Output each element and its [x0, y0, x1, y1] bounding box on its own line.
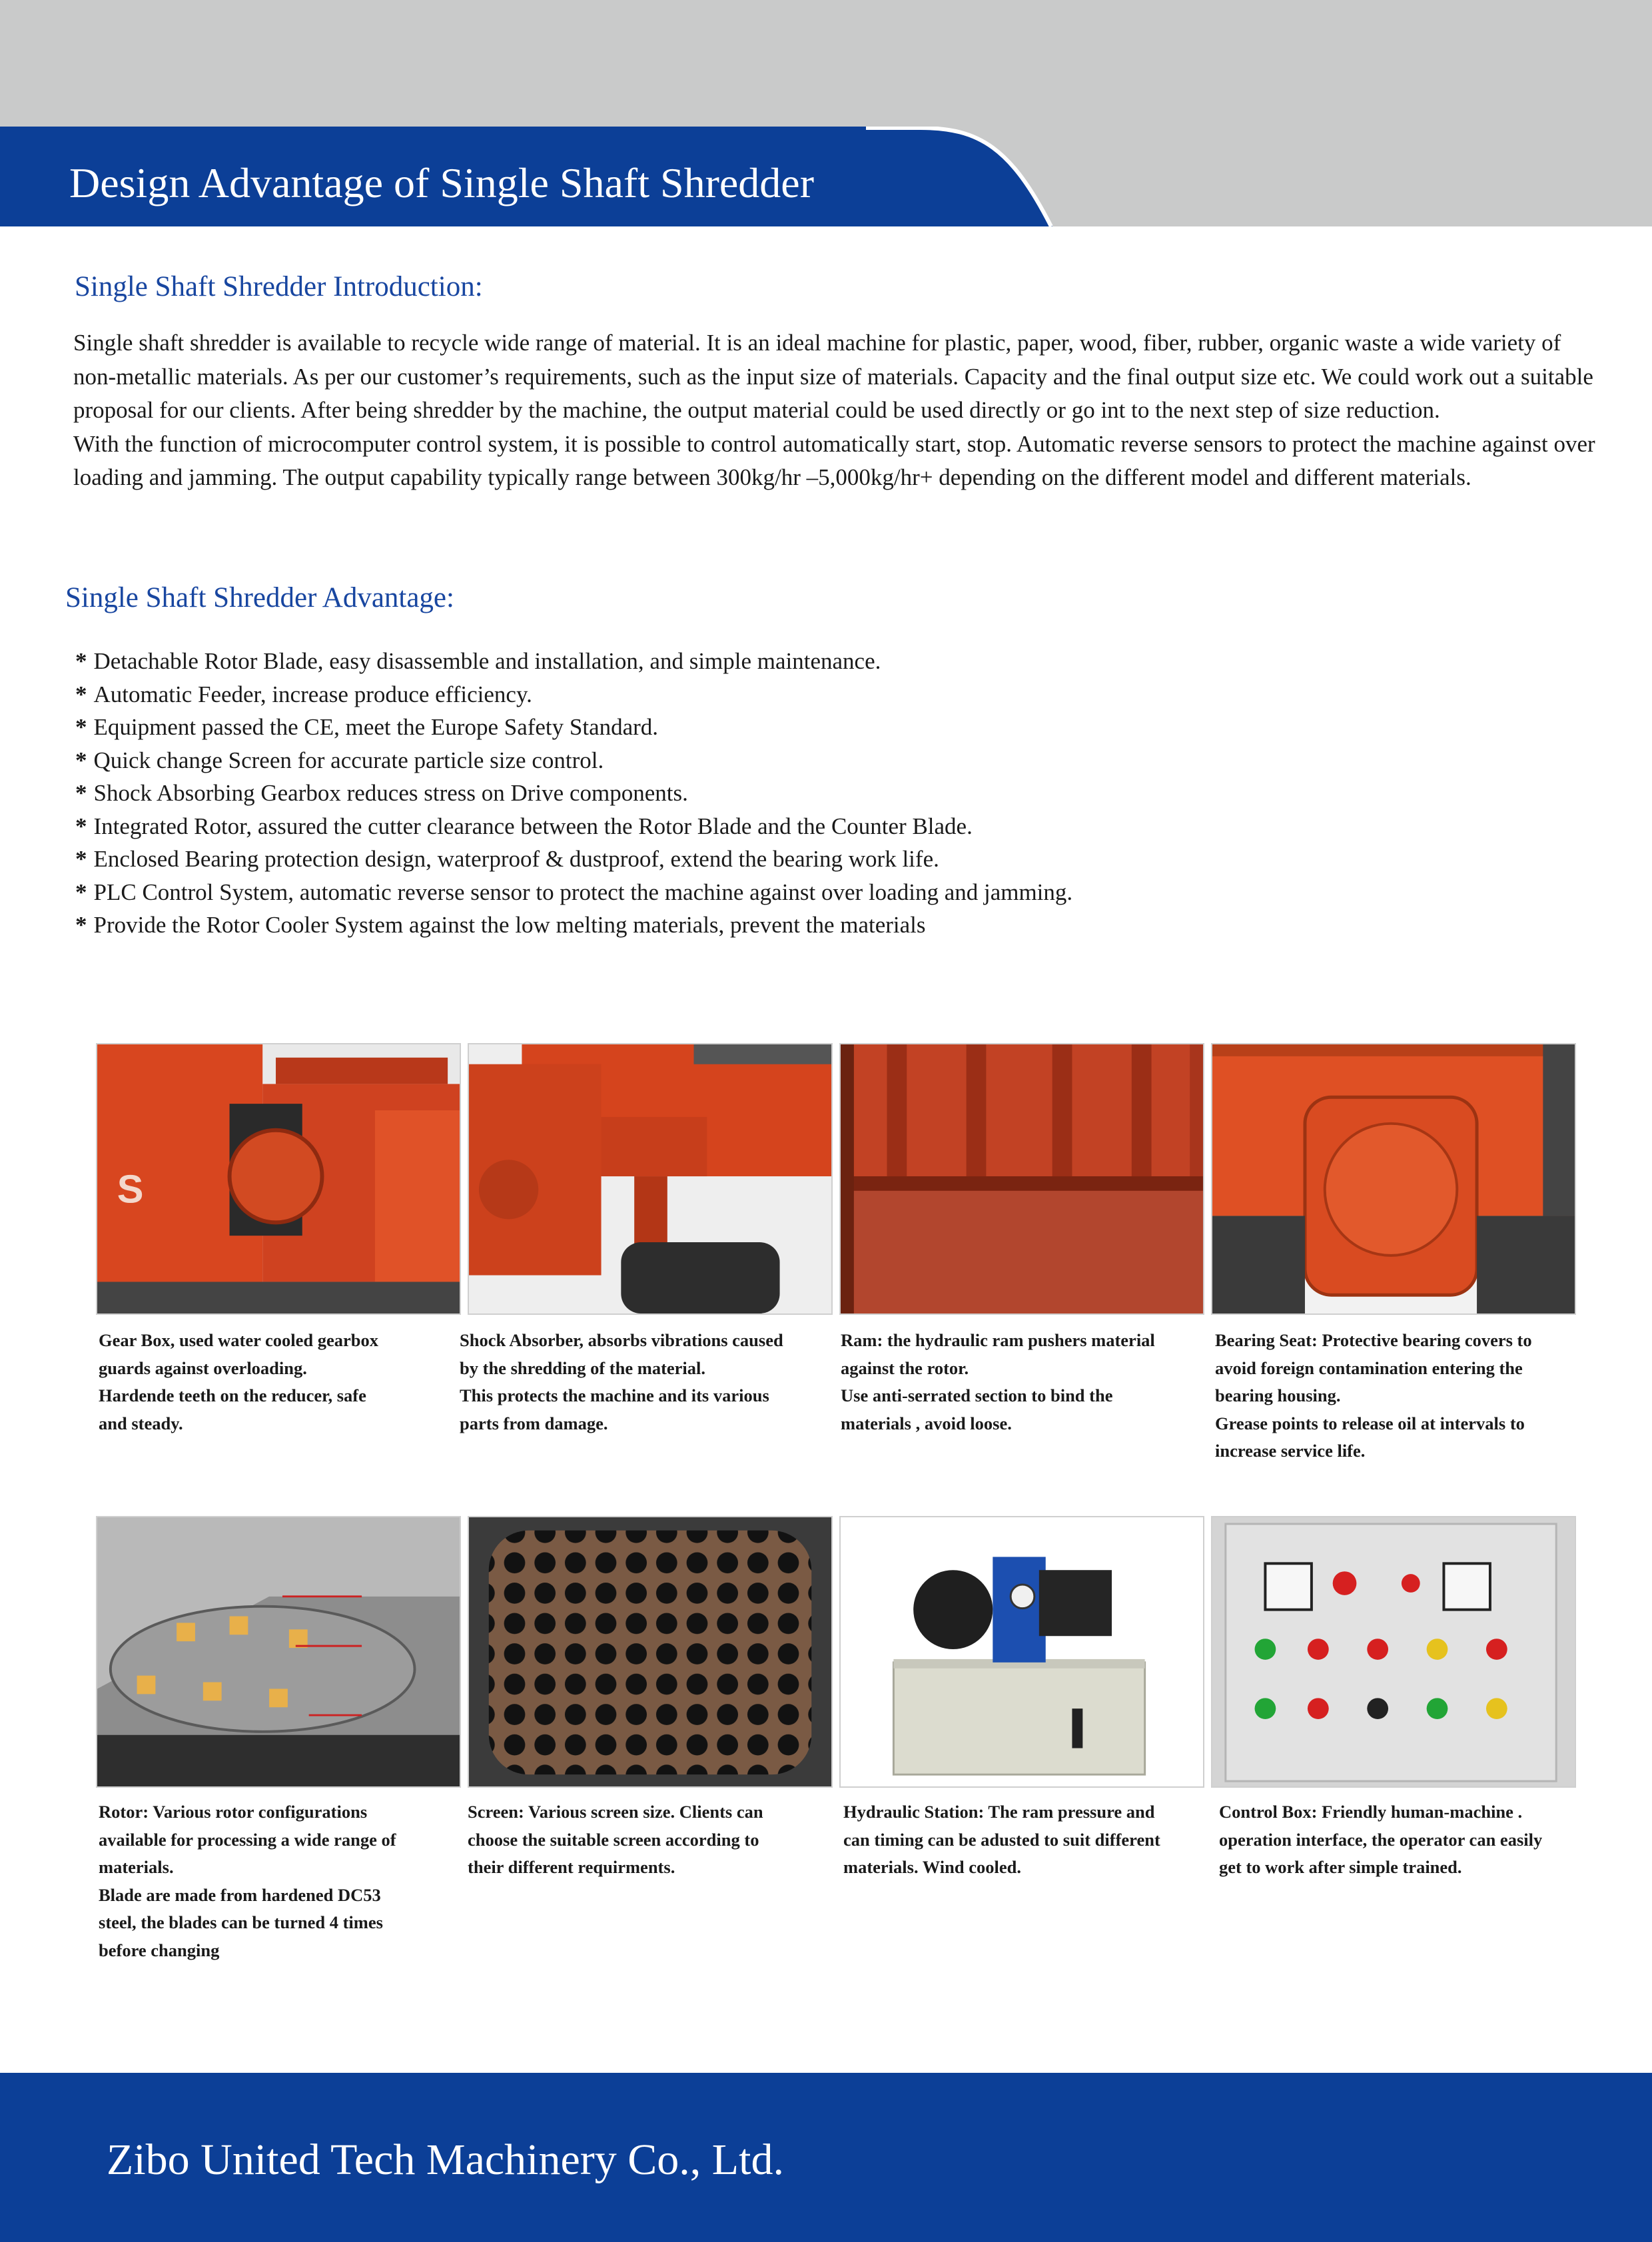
caption-line: steel, the blades can be turned 4 times — [99, 1912, 383, 1932]
screen-photo — [468, 1516, 833, 1788]
advantage-item — [75, 678, 1541, 711]
advantage-heading — [65, 581, 454, 614]
bullet-star: * — [75, 813, 87, 839]
caption-line: Screen: Various screen size. Clients can — [468, 1802, 763, 1822]
caption-line: This protects the machine and its various — [460, 1385, 769, 1405]
caption-line: can timing can be adusted to suit different — [843, 1829, 1160, 1850]
advantage-item-text: Quick change Screen for accurate particle size control. — [93, 747, 604, 773]
control-box-caption — [1219, 1798, 1592, 1882]
caption-line: materials. — [99, 1857, 174, 1877]
advantage-item — [75, 909, 1541, 942]
advantage-item-text: Provide the Rotor Cooler System against the low melting materials, prevent the materials — [93, 912, 926, 938]
caption-line: Ram: the hydraulic ram pushers material — [841, 1330, 1155, 1350]
caption-line: materials. Wind cooled. — [843, 1857, 1021, 1877]
bullet-star: * — [75, 681, 87, 707]
advantage-item-text: Shock Absorbing Gearbox reduces stress on Drive components. — [93, 780, 688, 806]
advantage-heading-text: Single Shaft Shredder Advantage — [65, 582, 447, 613]
control-box-photo — [1211, 1516, 1576, 1788]
introduction-heading — [75, 270, 483, 303]
advantage-item-text: PLC Control System, automatic reverse sensor to protect the machine against over loading and jamming. — [93, 879, 1073, 905]
introduction-paragraph-2: With the function of microcomputer control system, it is possible to control automatically start, stop. Automatic reverse sensors to protect the machine against over loading and jamming. The output capability typically range between 300kg/hr –5,000kg/hr+ depending on the different model and different materials. — [73, 430, 1595, 490]
caption-line: guards against overloading. — [99, 1357, 307, 1378]
advantage-item — [75, 876, 1541, 909]
bullet-star: * — [75, 846, 87, 872]
rotor-photo — [96, 1516, 461, 1788]
bullet-star: * — [75, 747, 87, 773]
rotor-caption — [99, 1798, 472, 1964]
caption-line: Bearing Seat: Protective bearing covers to — [1215, 1330, 1532, 1350]
advantage-item — [75, 744, 1541, 777]
caption-line: Use anti-serrated section to bind the — [841, 1385, 1113, 1405]
advantage-item-text: Detachable Rotor Blade, easy disassemble and installation, and simple maintenance. — [93, 648, 881, 674]
caption-line: Grease points to release oil at intervals to — [1215, 1413, 1525, 1433]
caption-line: bearing housing. — [1215, 1385, 1341, 1405]
caption-line: Gear Box, used water cooled gearbox — [99, 1330, 379, 1350]
ram-photo — [839, 1043, 1204, 1315]
introduction-heading-colon: : — [474, 271, 483, 302]
svg-text:S: S — [117, 1166, 144, 1212]
shock-absorber-photo — [468, 1043, 833, 1315]
bullet-star: * — [75, 780, 87, 806]
introduction-paragraph-1: Single shaft shredder is available to recycle wide range of material. It is an ideal machine for plastic, paper, wood, fiber, rubber, organic waste a wide variety of non-metallic materials. As per our customer’s requirements, such as the input size of materials. Capacity and the final output size etc. We could work out a suitable proposal for our clients. After being shredder by the machine, the output material could be used directly or go int to the next step of size reduction. — [73, 330, 1593, 423]
advantage-heading-colon: : — [446, 582, 454, 613]
bullet-star: * — [75, 912, 87, 938]
caption-line: parts from damage. — [460, 1413, 608, 1433]
caption-line: increase service life. — [1215, 1441, 1366, 1461]
advantage-item — [75, 645, 1541, 678]
caption-line: Blade are made from hardened DC53 — [99, 1884, 381, 1905]
hydraulic-station-photo — [839, 1516, 1204, 1788]
caption-line: by the shredding of the material. — [460, 1357, 706, 1378]
advantage-list — [75, 645, 1541, 942]
advantage-item — [75, 777, 1541, 810]
bearing-seat-photo — [1211, 1043, 1576, 1315]
caption-line: avoid foreign contamination entering the — [1215, 1357, 1523, 1378]
caption-line: Control Box: Friendly human-machine . — [1219, 1802, 1523, 1822]
caption-line: available for processing a wide range of — [99, 1829, 396, 1850]
bearing-seat-caption — [1215, 1327, 1588, 1465]
caption-line: choose the suitable screen according to — [468, 1829, 759, 1850]
page-title: Design Advantage of Single Shaft Shredder — [69, 159, 814, 206]
company-name: Zibo United Tech Machinery Co., Ltd. — [107, 2135, 784, 2184]
advantage-item-text: Equipment passed the CE, meet the Europe Safety Standard. — [93, 714, 659, 740]
introduction-heading-text: Single Shaft Shredder Introduction — [75, 271, 475, 302]
advantage-item-text: Integrated Rotor, assured the cutter clearance between the Rotor Blade and the Counter Blade. — [93, 813, 973, 839]
caption-line: their different requirments. — [468, 1857, 675, 1877]
caption-line: materials , avoid loose. — [841, 1413, 1012, 1433]
bullet-star: * — [75, 879, 87, 905]
caption-line: Shock Absorber, absorbs vibrations caused — [460, 1330, 783, 1350]
caption-line: Hardende teeth on the reducer, safe — [99, 1385, 366, 1405]
advantage-item-text: Enclosed Bearing protection design, waterproof & dustproof, extend the bearing work life. — [93, 846, 939, 872]
advantage-item — [75, 810, 1541, 843]
caption-line: Hydraulic Station: The ram pressure and — [843, 1802, 1155, 1822]
caption-line: against the rotor. — [841, 1357, 969, 1378]
hydraulic-station-caption — [843, 1798, 1216, 1882]
advantage-item — [75, 711, 1541, 744]
screen-caption — [468, 1798, 841, 1882]
caption-line: operation interface, the operator can easily — [1219, 1829, 1543, 1850]
gear-box-photo — [96, 1043, 461, 1315]
caption-line: before changing — [99, 1940, 220, 1960]
ram-caption — [841, 1327, 1214, 1437]
caption-line: and steady. — [99, 1413, 183, 1433]
gear-box-caption — [99, 1327, 472, 1437]
caption-line: get to work after simple trained. — [1219, 1857, 1462, 1877]
advantage-item — [75, 843, 1541, 876]
advantage-item-text: Automatic Feeder, increase produce efficiency. — [93, 681, 532, 707]
bullet-star: * — [75, 714, 87, 740]
bullet-star: * — [75, 648, 87, 674]
introduction-body — [73, 326, 1605, 495]
caption-line: Rotor: Various rotor configurations — [99, 1802, 368, 1822]
shock-absorber-caption — [460, 1327, 833, 1437]
